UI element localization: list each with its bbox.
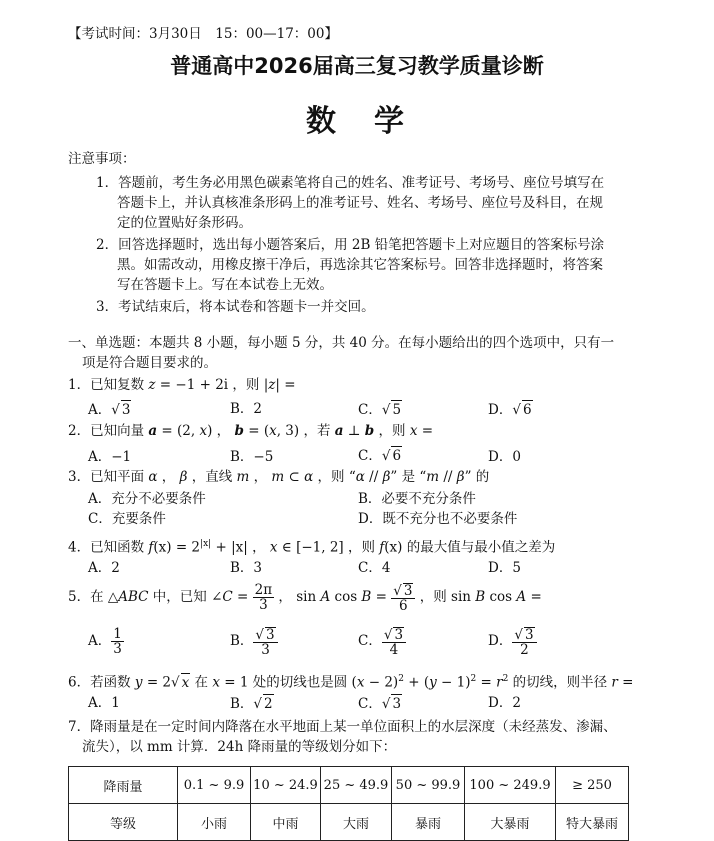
exam-time: 【考试时间：3月30日 15：00—17：00】	[68, 26, 338, 42]
question-6-option-c[interactable]: C．√ 3	[358, 696, 402, 712]
question-3-option-c[interactable]: C．充要条件	[88, 511, 166, 527]
notice-heading: 注意事项：	[68, 151, 136, 167]
question-3-option-a[interactable]: A．充分不必要条件	[88, 491, 206, 507]
question-5-option-d[interactable]: D． $\frac{√ 3}{2}$	[488, 626, 537, 657]
section1-intro-line-2: 项是符合题目要求的。	[82, 355, 217, 371]
notice-item-1-line-3: 定的位置贴好条形码。	[117, 215, 252, 231]
question-1-stem: 1．已知复数 z = −1 + 2i ，则 |z| =	[68, 377, 296, 393]
question-5-option-b[interactable]: B． $\frac{√ 3}{3}$	[230, 626, 278, 657]
question-1-option-a[interactable]: A．√ 3	[88, 402, 131, 418]
notice-item-2-line-3: 写在答题卡上。写在本试卷上无效。	[117, 277, 333, 293]
rainfall-table-level-row	[69, 804, 629, 841]
question-3-stem: 3．已知平面 α ， β ，直线 m ， m ⊂ α ，则 “α // β” 是 “m // β” 的	[68, 469, 490, 485]
rainfall-table	[68, 766, 629, 841]
question-2-option-a[interactable]: A．−1	[88, 449, 132, 465]
question-4-option-d[interactable]: D．5	[488, 560, 521, 576]
table-cell: 0.1 ~ 9.9	[178, 767, 251, 804]
question-7-line-1: 7．降雨量是在一定时间内降落在水平地面上某一单位面积上的水层深度（未经蒸发、渗漏、	[68, 719, 617, 735]
section1-intro-line-1: 一、单选题：本题共 8 小题，每小题 5 分，共 40 分。在每小题给出的四个选项中，只有一	[68, 335, 615, 351]
table-cell: 大雨	[321, 804, 392, 841]
table-cell: 50 ~ 99.9	[392, 767, 465, 804]
subject-title: 数 学	[306, 104, 408, 139]
question-4-option-c[interactable]: C．4	[358, 560, 391, 576]
question-5-option-a[interactable]: A． $\frac{1}{3}$	[88, 626, 122, 657]
notice-item-2-line-2: 黑。如需改动，用橡皮擦干净后，再选涂其它答案标号。回答非选择题时，将答案	[117, 257, 603, 273]
question-1-option-b[interactable]: B．2	[230, 401, 263, 417]
question-5-stem: 5．在 △ABC 中，已知 ∠C = $\frac{2\pi}{3}$ ， sin A cos B = $\frac{√ 3}{6}$ ，则 sin B cos A =	[68, 582, 542, 614]
question-2-stem: 2．已知向量 a = (2, x) ， b = (x, 3) ，若 a ⊥ b ，则 x =	[68, 423, 434, 439]
table-cell: 10 ~ 24.9	[251, 767, 321, 804]
table-cell: 暴雨	[392, 804, 465, 841]
table-cell: 25 ~ 49.9	[321, 767, 392, 804]
question-4-stem: 4．已知函数 $f(x) = 2^{|x|} + |x|$ ， x ∈ [−1, 2] ，则 f(x) 的最大值与最小值之差为	[68, 539, 556, 556]
notice-item-2-line-1: 2．回答选择题时，选出每小题答案后，用 2B 铅笔把答题卡上对应题目的答案标号涂	[96, 237, 605, 253]
question-2-option-d[interactable]: D．0	[488, 449, 521, 465]
question-6-stem: 6．若函数 y = 2√ x 在 x = 1 处的切线也是圆 $(x - 2)^2 + (y - 1)^2 = r^2$ 的切线，则半径 r =	[68, 674, 634, 691]
question-4-option-b[interactable]: B．3	[230, 560, 263, 576]
notice-item-1-line-1: 1．答题前，考生务必用黑色碳素笔将自己的姓名、准考证号、考场号、座位号填写在	[96, 175, 605, 191]
table-cell: 特大暴雨	[556, 804, 629, 841]
question-6-option-b[interactable]: B．√ 2	[230, 696, 273, 712]
table-cell: 大暴雨	[465, 804, 556, 841]
table-cell: 小雨	[178, 804, 251, 841]
question-3-option-d[interactable]: D．既不充分也不必要条件	[358, 511, 518, 527]
question-1-option-d[interactable]: D．√ 6	[488, 402, 532, 418]
table-cell: 等级	[69, 804, 178, 841]
question-5-option-c[interactable]: C． $\frac{√ 3}{4}$	[358, 626, 406, 657]
question-1-option-c[interactable]: C．√ 5	[358, 402, 402, 418]
question-2-option-c[interactable]: C．√ 6	[358, 448, 402, 464]
question-2-option-b[interactable]: B．−5	[230, 449, 274, 465]
notice-item-1-line-2: 答题卡上，并认真核准条形码上的准考证号、姓名、考场号、座位号及科目，在规	[117, 195, 603, 211]
question-6-option-d[interactable]: D．2	[488, 695, 521, 711]
question-3-option-b[interactable]: B．必要不充分条件	[358, 491, 476, 507]
question-6-option-a[interactable]: A．1	[88, 695, 120, 711]
exam-title: 普通高中2026届高三复习教学质量诊断	[170, 54, 544, 78]
table-cell: 降雨量	[69, 767, 178, 804]
table-cell: 中雨	[251, 804, 321, 841]
notice-item-3: 3．考试结束后，将本试卷和答题卡一并交回。	[96, 299, 375, 315]
table-cell: ≥ 250	[556, 767, 629, 804]
question-4-option-a[interactable]: A．2	[88, 560, 120, 576]
rainfall-table-header-row	[69, 767, 629, 804]
table-cell: 100 ~ 249.9	[465, 767, 556, 804]
question-7-line-2: 流失），以 mm 计算．24h 降雨量的等级划分如下：	[82, 739, 397, 755]
